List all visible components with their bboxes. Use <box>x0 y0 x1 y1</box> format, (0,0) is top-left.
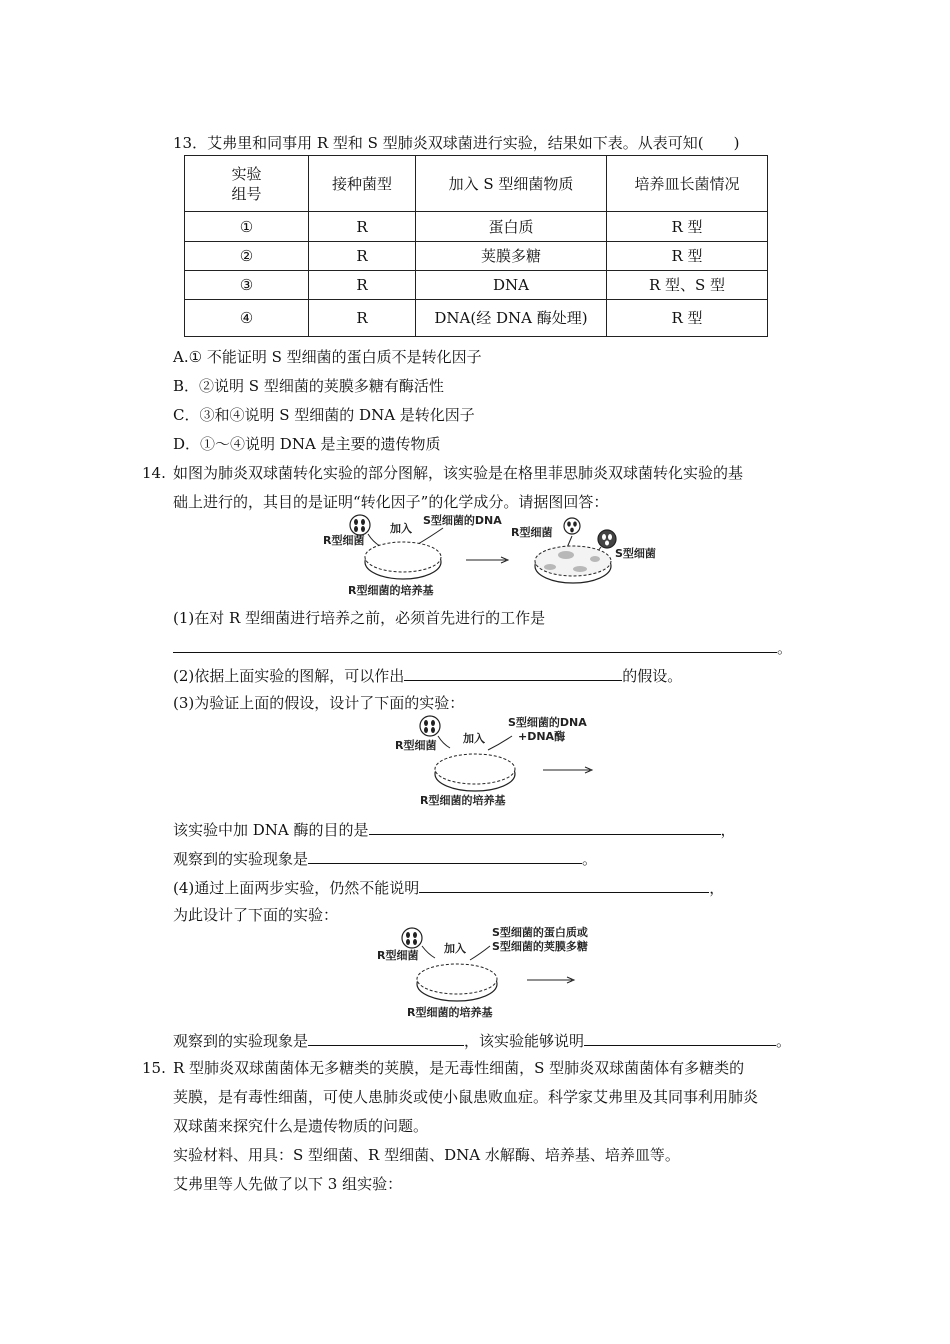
table-header-strain: 接种菌型 <box>309 156 416 212</box>
table-cell: ③ <box>185 271 309 300</box>
fig3-medium-label: R型细菌的培养基 <box>407 1006 493 1019</box>
punctuation: 。 <box>777 639 793 657</box>
table-cell: R <box>309 212 416 242</box>
q14-part1: (1)在对 R 型细菌进行培养之前，必须首先进行的工作是 <box>173 609 546 627</box>
fig2-medium-label: R型细菌的培养基 <box>420 794 506 807</box>
table-row <box>185 212 768 242</box>
answer-blank[interactable] <box>173 636 777 653</box>
petri-dish-icon <box>435 754 515 791</box>
q13-option-c: C．③和④说明 S 型细菌的 DNA 是转化因子 <box>173 406 475 424</box>
table-cell: ④ <box>185 300 309 337</box>
header-line-1: 实验 <box>231 164 262 183</box>
table-header-group <box>185 156 309 212</box>
q13-option-b: B．②说明 S 型细菌的荚膜多糖有酶活性 <box>173 377 444 395</box>
q14-part3a-text: 该实验中加 DNA 酶的目的是 <box>173 821 369 839</box>
table-cell: R 型 <box>607 242 768 271</box>
petri-dish-colonies-icon <box>535 546 611 583</box>
table-cell: DNA <box>416 271 607 300</box>
r-bacteria-icon <box>564 518 580 534</box>
table-cell: ① <box>185 212 309 242</box>
figure-transformation-experiment <box>318 512 668 602</box>
table-header-substance: 加入 S 型细菌物质 <box>416 156 607 212</box>
r-bacteria-icon <box>420 716 440 736</box>
fig1-s-cell-label: S型细菌 <box>615 547 656 560</box>
table-cell: DNA(经 DNA 酶处理) <box>416 300 607 337</box>
q15-line1: R 型肺炎双球菌菌体无多糖类的荚膜，是无毒性细菌，S 型肺炎双球菌菌体有多糖类的 <box>173 1059 745 1077</box>
q15-line2: 荚膜，是有毒性细菌，可使人患肺炎或使小鼠患败血症。科学家艾弗里及其同事利用肺炎 <box>173 1088 759 1106</box>
r-bacteria-icon <box>350 515 370 535</box>
q14-number: 14. <box>142 464 166 482</box>
table-row <box>185 242 768 271</box>
q14-part3b-text: 观察到的实验现象是 <box>173 850 309 868</box>
q14-part2-text: (2)依据上面实验的图解，可以作出 <box>173 667 405 685</box>
table-cell: R <box>309 300 416 337</box>
q15-line4: 实验材料、用具：S 型细菌、R 型细菌、DNA 水解酶、培养基、培养皿等。 <box>173 1146 680 1164</box>
header-line-2: 组号 <box>231 184 262 203</box>
fig3-label2: S型细菌的荚膜多糖 <box>492 940 588 953</box>
q14-part4 <box>173 876 724 898</box>
table-cell: R <box>309 242 416 271</box>
fig1-add-label: 加入 <box>390 522 412 535</box>
s-bacteria-icon <box>598 530 616 548</box>
fig3-add-label: 加入 <box>444 942 466 955</box>
answer-blank[interactable] <box>404 664 622 681</box>
q14-part4b: 为此设计了下面的实验： <box>173 906 339 924</box>
fig2-label1: S型细菌的DNA <box>508 716 587 729</box>
r-bacteria-icon <box>402 928 422 948</box>
q14-part3: (3)为验证上面的假设，设计了下面的实验： <box>173 694 465 712</box>
q13-option-d: D．①～④说明 DNA 是主要的遗传物质 <box>173 435 441 453</box>
table-header-result: 培养皿长菌情况 <box>607 156 768 212</box>
q13-stem: 13．艾弗里和同事用 R 型和 S 型肺炎双球菌进行实验，结果如下表。从表可知( ) <box>173 134 740 152</box>
q14-part2 <box>173 664 682 686</box>
q14-part2-text-end: 的假设。 <box>622 667 683 685</box>
punctuation: 。 <box>776 1032 792 1050</box>
table-cell: R <box>309 271 416 300</box>
q14-part1-answer-line[interactable] <box>173 636 792 658</box>
answer-blank[interactable] <box>584 1029 776 1046</box>
table-cell: 蛋白质 <box>416 212 607 242</box>
q14-part5-text: 观察到的实验现象是 <box>173 1032 309 1050</box>
fig3-r-cell-label: R型细菌 <box>377 949 419 962</box>
experiment-table <box>184 155 768 337</box>
punctuation: ， <box>720 821 736 839</box>
fig1-r-cell-label: R型细菌 <box>323 534 365 547</box>
q14-part5-text-mid: ，该实验能够说明 <box>464 1032 585 1050</box>
q14-part4-text: (4)通过上面两步实验，仍然不能说明 <box>173 879 420 897</box>
petri-dish-icon <box>417 964 497 1001</box>
q14-stem-line2: 础上进行的，其目的是证明“转化因子”的化学成分。请据图回答： <box>173 493 609 511</box>
table-cell: ② <box>185 242 309 271</box>
punctuation: ， <box>709 879 725 897</box>
q15-number: 15. <box>142 1059 166 1077</box>
figure-protein-polysaccharide-experiment <box>372 922 632 1022</box>
table-cell: 荚膜多糖 <box>416 242 607 271</box>
fig2-add-label: 加入 <box>463 732 485 745</box>
answer-blank[interactable] <box>369 818 721 835</box>
fig3-label1: S型细菌的蛋白质或 <box>492 926 588 939</box>
petri-dish-icon <box>365 542 441 579</box>
answer-blank[interactable] <box>419 876 709 893</box>
fig1-r-cell2-label: R型细菌 <box>511 526 553 539</box>
table-cell: R 型 <box>607 300 768 337</box>
table-cell: R 型 <box>607 212 768 242</box>
table-row <box>185 300 768 337</box>
q14-stem-line1: 如图为肺炎双球菌转化实验的部分图解，该实验是在格里菲思肺炎双球菌转化实验的基 <box>173 464 744 482</box>
table-row <box>185 271 768 300</box>
q15-line5: 艾弗里等人先做了以下 3 组实验： <box>173 1175 403 1193</box>
punctuation: 。 <box>582 850 598 868</box>
answer-blank[interactable] <box>308 1029 464 1046</box>
fig2-label2: +DNA酶 <box>518 730 566 743</box>
q14-part5 <box>173 1029 791 1051</box>
answer-blank[interactable] <box>308 847 582 864</box>
fig1-s-dna-label: S型细菌的DNA <box>423 514 502 527</box>
q13-option-a: A.① 不能证明 S 型细菌的蛋白质不是转化因子 <box>173 348 482 366</box>
fig2-r-cell-label: R型细菌 <box>395 739 437 752</box>
fig1-medium-label: R型细菌的培养基 <box>348 584 434 597</box>
figure-dna-enzyme-experiment <box>390 712 610 810</box>
q14-part3a <box>173 818 736 840</box>
table-cell: R 型、S 型 <box>607 271 768 300</box>
q14-part3b <box>173 847 597 869</box>
q15-line3: 双球菌来探究什么是遗传物质的问题。 <box>173 1117 429 1135</box>
